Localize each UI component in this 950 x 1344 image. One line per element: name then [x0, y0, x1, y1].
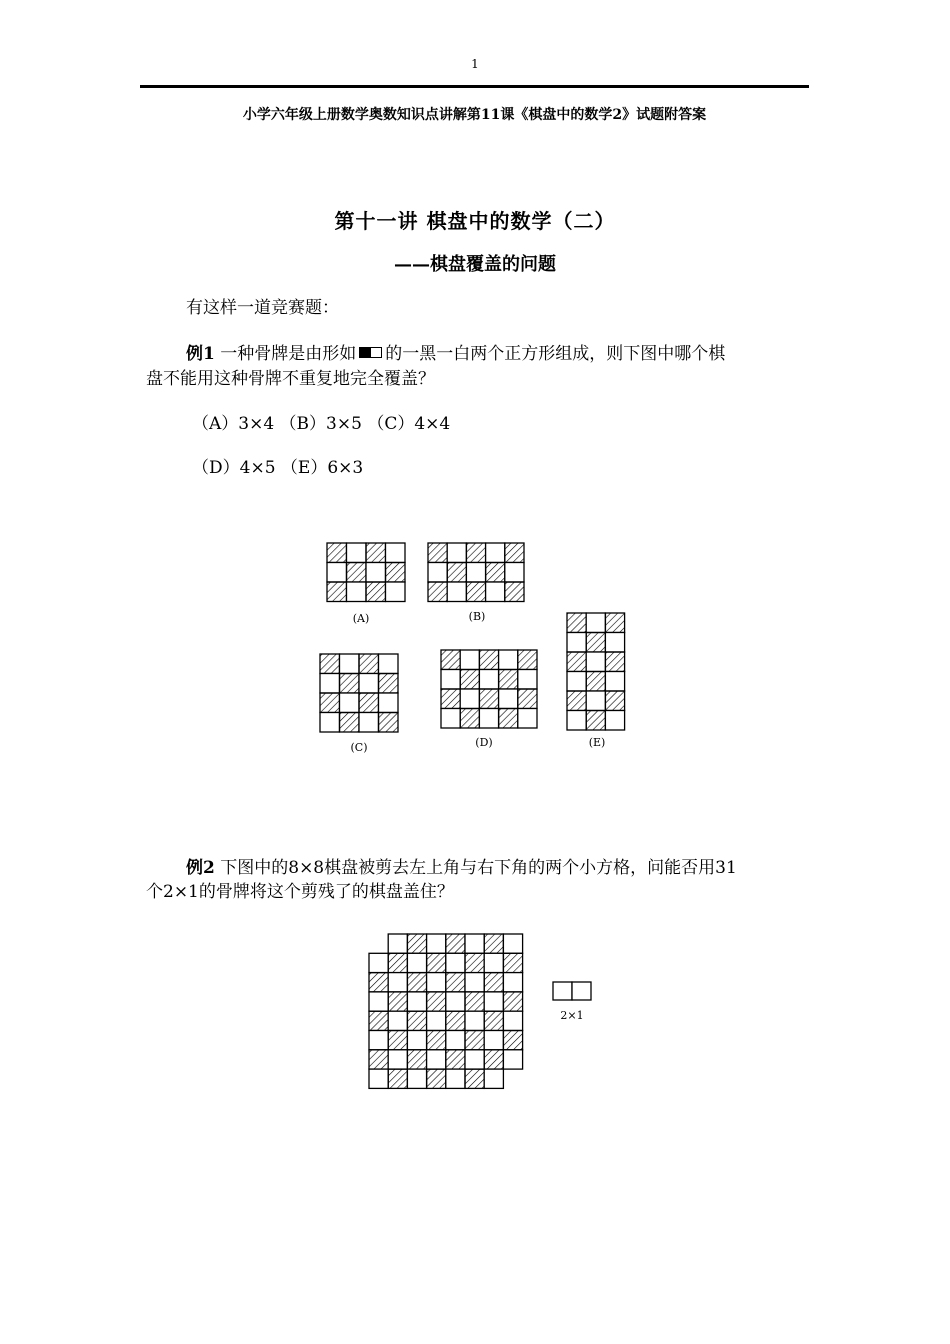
- cut-board-hatched-cell: [465, 992, 484, 1011]
- cut-board-white-cell: [484, 1031, 503, 1050]
- board-label-e: (E): [588, 736, 606, 749]
- board-b-hatched-cell: [505, 582, 524, 602]
- board-c-hatched-cell: [359, 654, 379, 674]
- cut-board-white-cell: [503, 1011, 522, 1030]
- cut-board-hatched-cell: [369, 1050, 388, 1069]
- board-c-white-cell: [320, 674, 340, 694]
- board-e-hatched-cell: [605, 691, 624, 711]
- domino-right-cell: [572, 982, 591, 1000]
- example2-text: 下图中的8×8棋盘被剪去左上角与右下角的两个小方格，问能否用31: [220, 858, 737, 878]
- cut-board-white-cell: [465, 934, 484, 953]
- cut-board-hatched-cell: [369, 973, 388, 992]
- example2-label: 例2: [186, 858, 215, 878]
- example2-question-line1: [186, 856, 737, 880]
- cut-board-white-cell: [446, 953, 465, 972]
- cut-board-white-cell: [465, 973, 484, 992]
- board-b-hatched-cell: [428, 543, 447, 563]
- board-e-white-cell: [567, 672, 586, 692]
- cut-board-hatched-cell: [388, 1069, 407, 1088]
- cut-board-hatched-cell: [407, 1050, 426, 1069]
- cut-board-white-cell: [369, 1069, 388, 1088]
- board-d-hatched-cell: [479, 650, 498, 670]
- board-a-hatched-cell: [327, 543, 347, 563]
- board-b-hatched-cell: [466, 582, 485, 602]
- example1-options-line1: （A）3×4 （B）3×5 （C）4×4: [192, 414, 451, 434]
- board-c-white-cell: [340, 693, 360, 713]
- board-c-white-cell: [340, 654, 360, 674]
- cut-board-white-cell: [369, 1031, 388, 1050]
- cut-board-white-cell: [465, 1011, 484, 1030]
- domino-size-label: 2×1: [560, 1009, 584, 1022]
- example1-text-after-icon: 的一黑一白两个正方形组成，则下图中哪个棋: [385, 344, 726, 364]
- cut-board-hatched-cell: [484, 1011, 503, 1030]
- board-e-hatched-cell: [586, 672, 605, 692]
- board-a-white-cell: [366, 563, 386, 583]
- board-b-white-cell: [505, 563, 524, 583]
- board-e-hatched-cell: [567, 613, 586, 633]
- board-c-hatched-cell: [379, 713, 399, 733]
- cut-board-white-cell: [388, 934, 407, 953]
- example1-options-line2: （D）4×5 （E）6×3: [192, 458, 364, 478]
- cut-board-white-cell: [484, 1069, 503, 1088]
- board-label-a: (A): [352, 612, 370, 625]
- board-c-hatched-cell: [320, 654, 340, 674]
- board-a-white-cell: [386, 582, 406, 602]
- board-e-hatched-cell: [605, 613, 624, 633]
- board-a-hatched-cell: [366, 582, 386, 602]
- cut-board-hatched-cell: [484, 934, 503, 953]
- board-b-white-cell: [447, 582, 466, 602]
- board-a-white-cell: [347, 582, 367, 602]
- board-a-white-cell: [347, 543, 367, 563]
- board-b-white-cell: [486, 543, 505, 563]
- cut-board-white-cell: [484, 953, 503, 972]
- board-e-hatched-cell: [586, 633, 605, 653]
- board-e-white-cell: [586, 691, 605, 711]
- board-e-white-cell: [586, 652, 605, 672]
- board-label-b: (B): [468, 610, 486, 623]
- board-d-hatched-cell: [441, 689, 460, 709]
- cut-board-white-cell: [427, 1050, 446, 1069]
- board-e-white-cell: [586, 613, 605, 633]
- board-d-white-cell: [460, 650, 479, 670]
- cut-board-white-cell: [407, 953, 426, 972]
- board-d-white-cell: [499, 689, 518, 709]
- cut-board-white-cell: [484, 992, 503, 1011]
- intro-text: 有这样一道竞赛题：: [186, 298, 339, 318]
- cut-board-hatched-cell: [427, 953, 446, 972]
- cut-board-white-cell: [369, 953, 388, 972]
- board-b-white-cell: [447, 543, 466, 563]
- board-e-white-cell: [567, 711, 586, 731]
- cut-board-hatched-cell: [465, 1069, 484, 1088]
- cut-board-hatched-cell: [407, 934, 426, 953]
- example1-question-line2: 盘不能用这种骨牌不重复地完全覆盖？: [146, 369, 435, 389]
- board-e-white-cell: [605, 672, 624, 692]
- board-c-hatched-cell: [340, 713, 360, 733]
- example2-question-line2: 个2×1的骨牌将这个剪残了的棋盘盖住？: [146, 882, 454, 902]
- cut-board-hatched-cell: [388, 1031, 407, 1050]
- board-e-hatched-cell: [605, 652, 624, 672]
- board-e-hatched-cell: [586, 711, 605, 731]
- board-d-white-cell: [479, 709, 498, 729]
- board-d-white-cell: [441, 709, 460, 729]
- board-b-hatched-cell: [466, 543, 485, 563]
- board-d-white-cell: [518, 670, 537, 690]
- board-c-hatched-cell: [320, 693, 340, 713]
- cut-board-hatched-cell: [407, 973, 426, 992]
- cut-board-hatched-cell: [484, 1050, 503, 1069]
- board-e-white-cell: [605, 711, 624, 731]
- board-e-hatched-cell: [567, 652, 586, 672]
- board-b-white-cell: [428, 563, 447, 583]
- cut-board-white-cell: [446, 1069, 465, 1088]
- board-c-white-cell: [359, 674, 379, 694]
- cut-board-white-cell: [427, 1011, 446, 1030]
- cut-board-white-cell: [503, 973, 522, 992]
- board-b-white-cell: [466, 563, 485, 583]
- cut-board-hatched-cell: [446, 1011, 465, 1030]
- board-c-hatched-cell: [340, 674, 360, 694]
- board-d-white-cell: [479, 670, 498, 690]
- cut-board-hatched-cell: [503, 1031, 522, 1050]
- board-b-hatched-cell: [447, 563, 466, 583]
- board-c-white-cell: [379, 693, 399, 713]
- board-d-white-cell: [441, 670, 460, 690]
- cut-board-white-cell: [503, 934, 522, 953]
- cut-board-hatched-cell: [427, 1069, 446, 1088]
- board-d-hatched-cell: [518, 650, 537, 670]
- cut-board-hatched-cell: [465, 953, 484, 972]
- cut-board-white-cell: [446, 1031, 465, 1050]
- board-d-hatched-cell: [499, 709, 518, 729]
- cut-board-white-cell: [407, 1069, 426, 1088]
- lecture-title: 第十一讲 棋盘中的数学（二）: [334, 209, 616, 233]
- board-e-hatched-cell: [567, 691, 586, 711]
- board-d-hatched-cell: [460, 670, 479, 690]
- cut-board-hatched-cell: [369, 1011, 388, 1030]
- cut-board-hatched-cell: [446, 1050, 465, 1069]
- cut-board-white-cell: [427, 934, 446, 953]
- board-d-white-cell: [499, 650, 518, 670]
- cut-board-white-cell: [388, 1011, 407, 1030]
- board-d-hatched-cell: [499, 670, 518, 690]
- board-d-hatched-cell: [518, 689, 537, 709]
- cut-board-white-cell: [407, 1031, 426, 1050]
- cut-board-hatched-cell: [446, 973, 465, 992]
- board-label-c: (C): [350, 741, 368, 754]
- cut-board-white-cell: [388, 973, 407, 992]
- lecture-subtitle: ——棋盘覆盖的问题: [394, 254, 556, 275]
- board-a-hatched-cell: [347, 563, 367, 583]
- cut-board-hatched-cell: [388, 953, 407, 972]
- cut-board-hatched-cell: [484, 973, 503, 992]
- cut-board-hatched-cell: [407, 1011, 426, 1030]
- cut-board-white-cell: [503, 1050, 522, 1069]
- cut-board-hatched-cell: [503, 953, 522, 972]
- board-d-hatched-cell: [479, 689, 498, 709]
- example1-label: 例1: [186, 344, 215, 364]
- cut-board-hatched-cell: [465, 1031, 484, 1050]
- board-d-white-cell: [518, 709, 537, 729]
- board-a-hatched-cell: [366, 543, 386, 563]
- cut-board-white-cell: [446, 992, 465, 1011]
- board-d-hatched-cell: [441, 650, 460, 670]
- document-header: 小学六年级上册数学奥数知识点讲解第11课《棋盘中的数学2》试题附答案: [242, 107, 707, 123]
- cut-board-hatched-cell: [503, 992, 522, 1011]
- cut-board-white-cell: [465, 1050, 484, 1069]
- page-number: 1: [471, 57, 479, 71]
- board-b-hatched-cell: [428, 582, 447, 602]
- board-b-hatched-cell: [486, 563, 505, 583]
- board-a-hatched-cell: [386, 563, 406, 583]
- board-c-white-cell: [359, 713, 379, 733]
- board-c-white-cell: [379, 654, 399, 674]
- board-d-hatched-cell: [460, 709, 479, 729]
- board-c-white-cell: [320, 713, 340, 733]
- domino-left-cell: [553, 982, 572, 1000]
- example1-text-before-icon: 一种骨牌是由形如: [220, 344, 357, 364]
- cut-board-hatched-cell: [427, 992, 446, 1011]
- cut-board-white-cell: [407, 992, 426, 1011]
- board-a-white-cell: [386, 543, 406, 563]
- board-e-white-cell: [605, 633, 624, 653]
- board-label-d: (D): [475, 736, 493, 749]
- board-b-hatched-cell: [505, 543, 524, 563]
- cut-board-white-cell: [388, 1050, 407, 1069]
- board-e-white-cell: [567, 633, 586, 653]
- board-a-white-cell: [327, 563, 347, 583]
- cut-board-white-cell: [427, 973, 446, 992]
- board-d-white-cell: [460, 689, 479, 709]
- board-a-hatched-cell: [327, 582, 347, 602]
- cut-board-hatched-cell: [388, 992, 407, 1011]
- cut-board-hatched-cell: [427, 1031, 446, 1050]
- cut-board-hatched-cell: [446, 934, 465, 953]
- board-c-hatched-cell: [379, 674, 399, 694]
- board-c-hatched-cell: [359, 693, 379, 713]
- board-b-white-cell: [486, 582, 505, 602]
- cut-board-white-cell: [369, 992, 388, 1011]
